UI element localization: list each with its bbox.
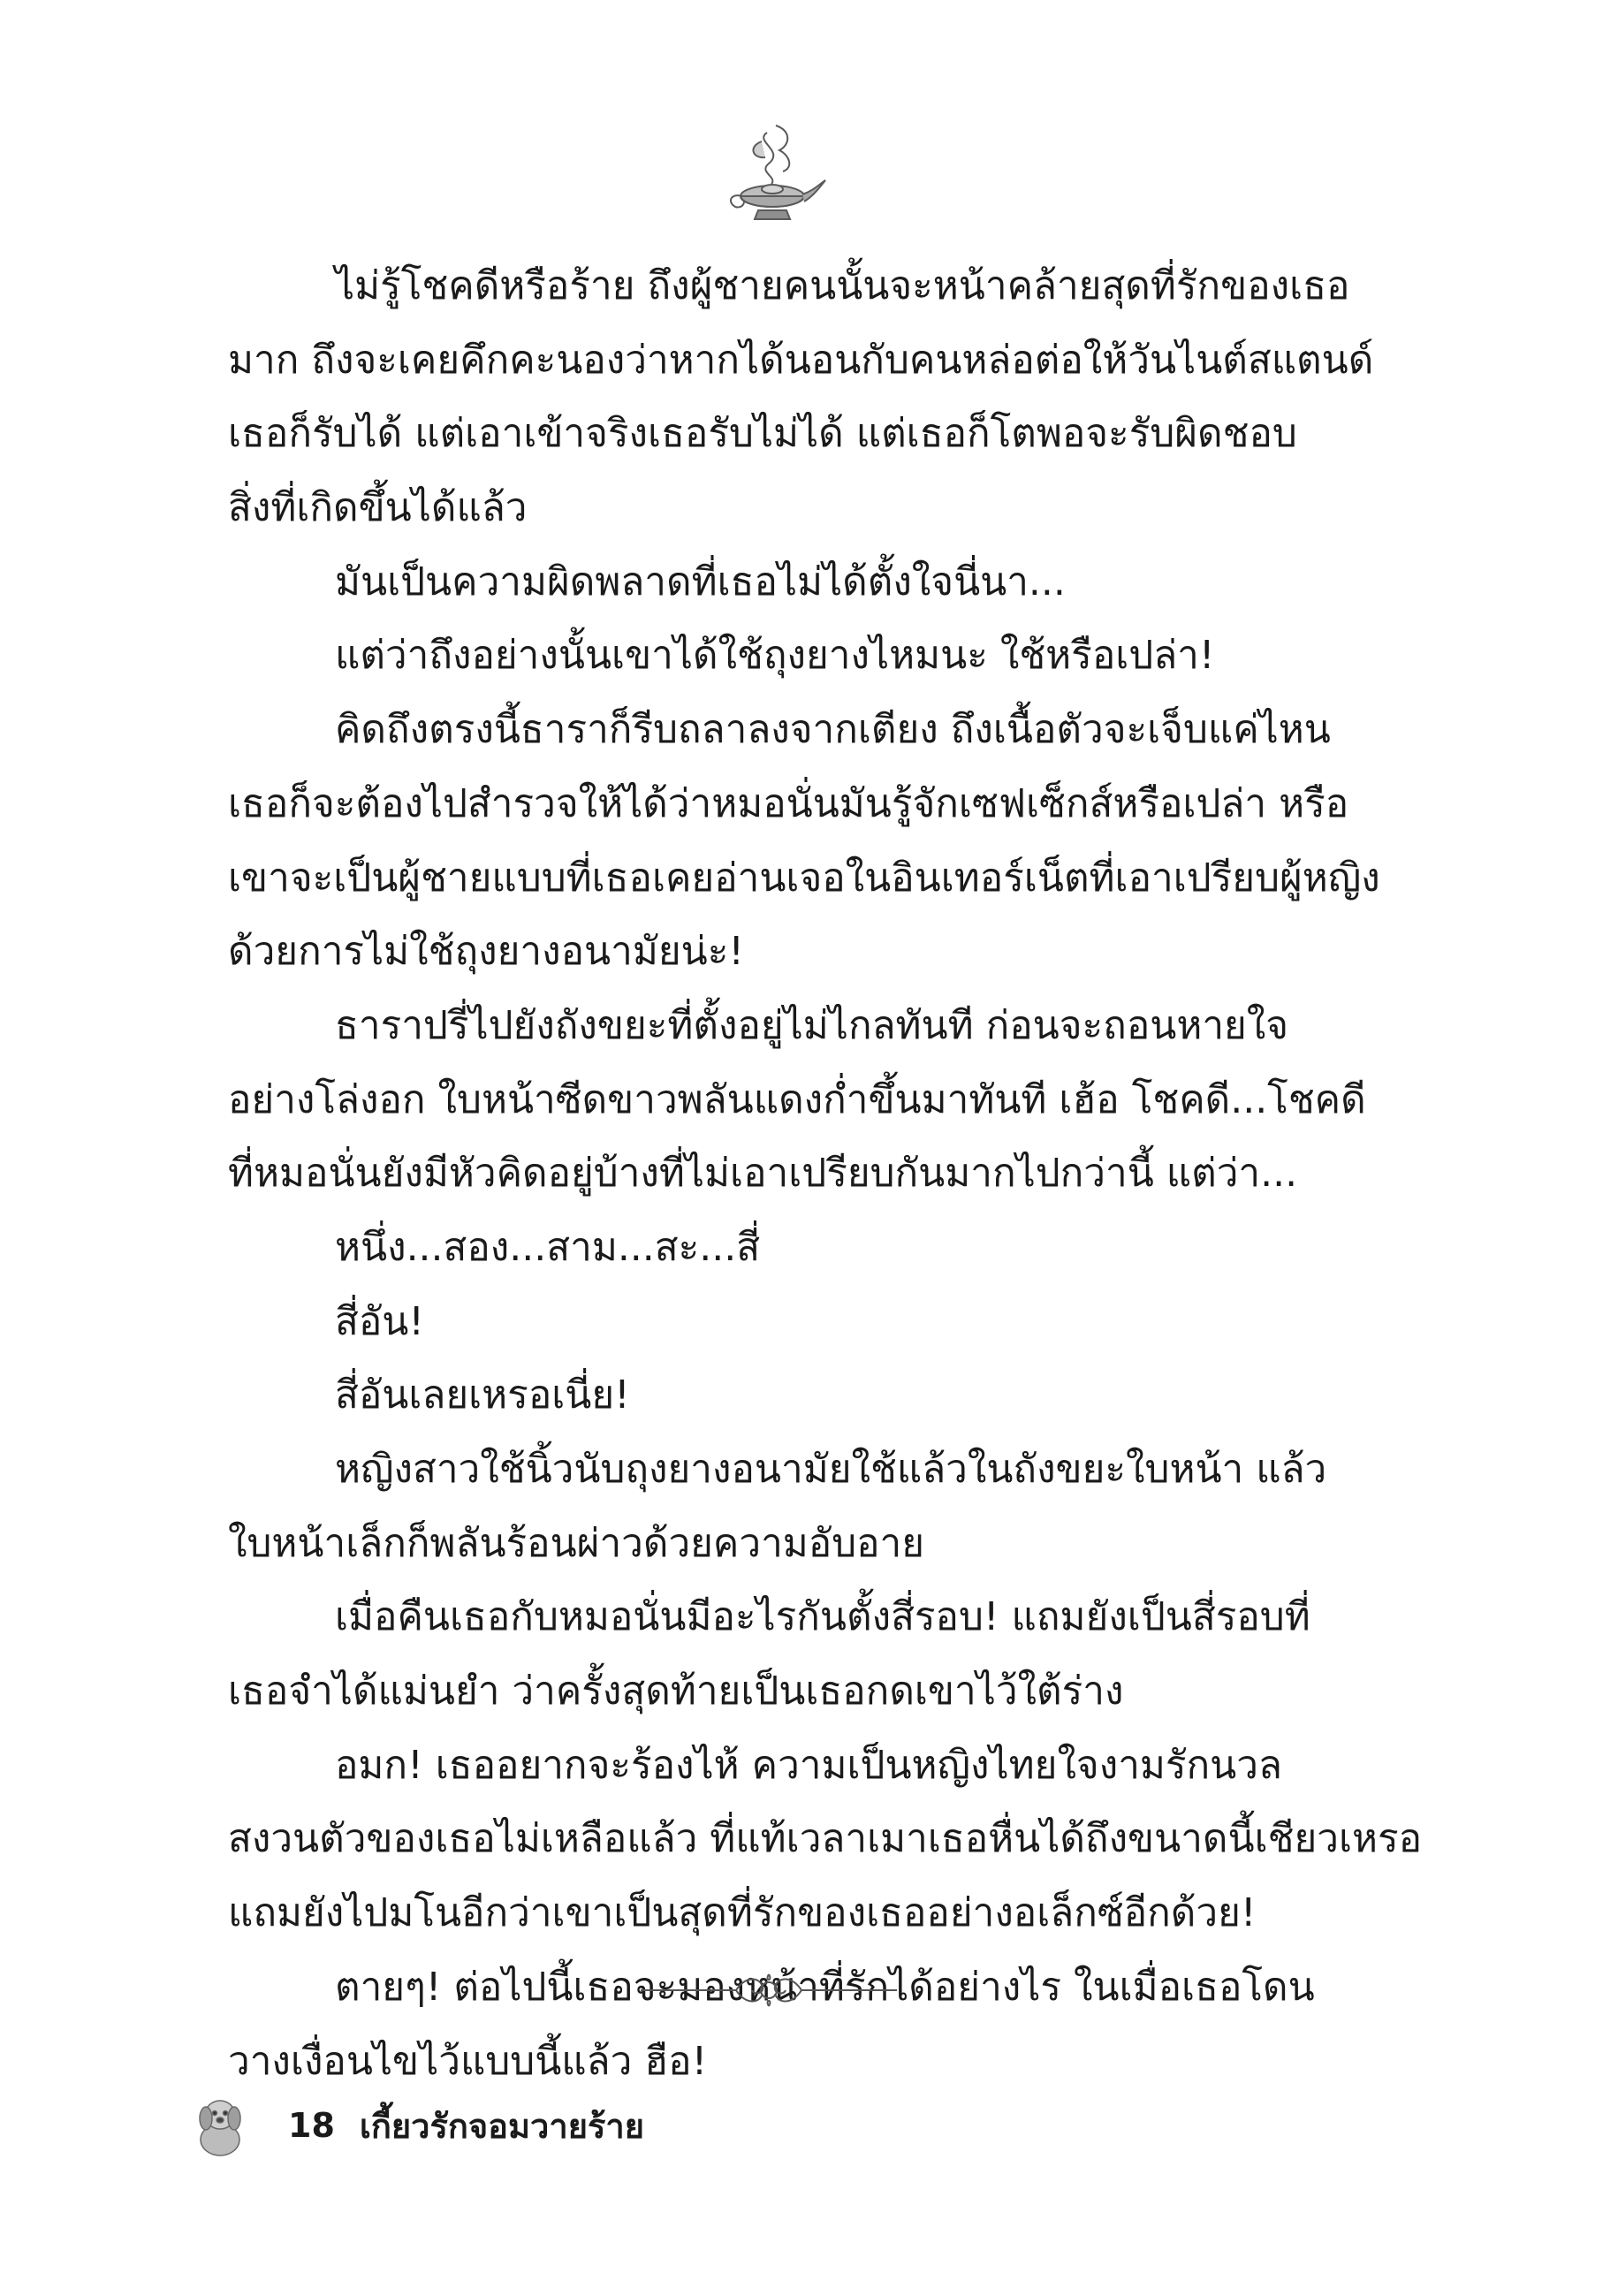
- paragraph-first-line: แต่ว่าถึงอย่างนั้นเขาได้ใช้ถุงยางไหมนะ ใช้หรือเปล่า!: [335, 633, 1215, 679]
- paragraph-line: สงวนตัวของเธอไม่เหลือแล้ว ที่แท้เวลาเมาเธอหื่นได้ถึงขนาดนี้เชียวเหรอ: [228, 1816, 1423, 1862]
- book-title: เกี้ยวรักจอมวายร้าย: [359, 2106, 644, 2146]
- paragraph-line: เธอก็จะต้องไปสำรวจให้ได้ว่าหมอนั่นมันรู้จักเซฟเซ็กส์หรือเปล่า หรือ: [228, 780, 1349, 826]
- ornamental-divider-icon: [641, 1964, 897, 2017]
- paragraph-first-line: คิดถึงตรงนี้ธาราก็รีบถลาลงจากเตียง ถึงเนื้อตัวจะเจ็บแค่ไหน: [335, 707, 1331, 753]
- paragraph-line: แถมยังไปมโนอีกว่าเขาเป็นสุดที่รักของเธออย่างอเล็กซ์อีกด้วย!: [228, 1890, 1257, 1936]
- paragraph-first-line: เมื่อคืนเธอกับหมอนั่นมีอะไรกันตั้งสี่รอบ! แถมยังเป็นสี่รอบที่: [335, 1594, 1310, 1640]
- paragraph-first-line: สี่อัน!: [335, 1298, 424, 1344]
- paragraph-line: วางเงื่อนไขไว้แบบนี้แล้ว ฮือ!: [228, 2038, 708, 2084]
- paragraph-first-line: หนึ่ง...สอง...สาม...สะ...สี่: [335, 1224, 761, 1270]
- dog-mascot-icon: [193, 2094, 247, 2157]
- paragraph-line: เธอก็รับได้ แต่เอาเข้าจริงเธอรับไม่ได้ แต่เธอก็โตพอจะรับผิดชอบ: [228, 411, 1297, 457]
- paragraph-first-line: หญิงสาวใช้นิ้วนับถุงยางอนามัยใช้แล้วในถังขยะใบหน้า แล้ว: [335, 1447, 1327, 1492]
- paragraph-first-line: ไม่รู้โชคดีหรือร้าย ถึงผู้ชายคนนั้นจะหน้าคล้ายสุดที่รักของเธอ: [335, 263, 1350, 308]
- paragraph-line: มาก ถึงจะเคยคึกคะนองว่าหากได้นอนกับคนหล่อต่อให้วันไนต์สแตนด์: [228, 337, 1374, 383]
- paragraph-line: เขาจะเป็นผู้ชายแบบที่เธอเคยอ่านเจอในอินเทอร์เน็ตที่เอาเปรียบผู้หญิง: [228, 855, 1380, 901]
- paragraph-line: เธอจำได้แม่นยำ ว่าครั้งสุดท้ายเป็นเธอกดเขาไว้ใต้ร่าง: [228, 1669, 1124, 1714]
- paragraph-line: สิ่งที่เกิดขึ้นได้แล้ว: [228, 485, 528, 531]
- paragraph-line: ด้วยการไม่ใช้ถุงยางอนามัยน่ะ!: [228, 929, 744, 975]
- magic-lamp-icon: [714, 115, 829, 230]
- paragraph-line: ใบหน้าเล็กก็พลันร้อนผ่าวด้วยความอับอาย: [228, 1520, 925, 1566]
- paragraph-first-line: สี่อันเลยเหรอเนี่ย!: [335, 1372, 630, 1418]
- paragraph-first-line: ธาราปรี่ไปยังถังขยะที่ตั้งอยู่ไม่ไกลทันที ก่อนจะถอนหายใจ: [335, 1002, 1289, 1048]
- paragraph-first-line: อมก! เธออยากจะร้องไห้ ความเป็นหญิงไทยใจงามรักนวล: [335, 1742, 1282, 1788]
- paragraph-line: อย่างโล่งอก ใบหน้าซีดขาวพลันแดงก่ำขึ้นมาทันที เฮ้อ โชคดี...โชคดี: [228, 1076, 1366, 1122]
- paragraph-line: ที่หมอนั่นยังมีหัวคิดอยู่บ้างที่ไม่เอาเปรียบกันมากไปกว่านี้ แต่ว่า...: [228, 1151, 1298, 1197]
- paragraph-first-line: ตายๆ! ต่อไปนี้เธอจะมองหน้าที่รักได้อย่างไร ในเมื่อเธอโดน: [335, 1964, 1315, 2010]
- paragraph-first-line: มันเป็นความผิดพลาดที่เธอไม่ได้ตั้งใจนี่นา...: [335, 559, 1066, 604]
- page-footer: [193, 2090, 644, 2161]
- page-number: 18: [288, 2106, 335, 2145]
- chapter-body-text: [228, 249, 1423, 2098]
